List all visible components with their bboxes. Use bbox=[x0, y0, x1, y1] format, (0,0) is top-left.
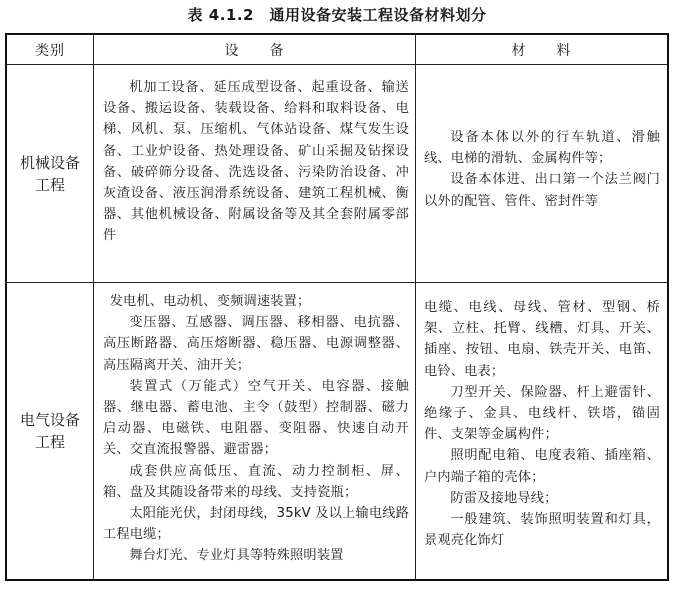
category-label-line1: 电气设备 bbox=[19, 411, 80, 429]
material-paragraph: 设备本体进、出口第一个法兰阀门以外的配管、管件、密封件等 bbox=[424, 172, 660, 209]
category-mechanical bbox=[7, 65, 93, 282]
equipment-paragraph: 舞台灯光、专业灯具等特殊照明装置 bbox=[129, 548, 344, 564]
material-paragraph: 设备本体以外的行车轨道、滑触线、电梯的滑轨、金属构件等； bbox=[424, 130, 660, 167]
equipment-paragraph: 变压器、互感器、调压器、移相器、电抗器、高压断路器、高压熔断器、稳压器、电源调整器、高压隔离开关、油开关； bbox=[103, 315, 409, 373]
equipment-mechanical bbox=[103, 77, 409, 247]
material-electrical bbox=[424, 297, 660, 551]
category-label-line2: 工程 bbox=[34, 175, 65, 194]
equipment-paragraph: 发电机、电动机、变频调速装置； bbox=[109, 294, 311, 309]
material-mechanical bbox=[424, 127, 660, 212]
row-divider bbox=[7, 282, 667, 283]
material-paragraph: 照明配电箱、电度表箱、插座箱、户内端子箱的壳体； bbox=[424, 448, 660, 485]
equipment-paragraph: 太阳能光伏，封闭母线，35kV 及以上输电线路工程电缆； bbox=[103, 506, 409, 543]
material-paragraph: 一般建筑、装饰照明装置和灯具，景观亮化饰灯 bbox=[424, 512, 660, 549]
equipment-material-table bbox=[5, 33, 669, 581]
equipment-paragraph: 机加工设备、延压成型设备、起重设备、输送设备、搬运设备、装载设备、给料和取料设备、电梯、风机、泵、压缩机、气体站设备、煤气发生设备、工业炉设备、热处理设备、矿山采掘及钻探设备、破碎筛分设备、洗选设备、污染防治设备、冲灰渣设备、液压润滑系统设备、建筑工程机械、衡器、其他机械设备、附属设备等及其全套附属零部件 bbox=[103, 80, 409, 244]
category-label-line1: 机械设备 bbox=[19, 153, 80, 172]
category-electrical bbox=[7, 283, 93, 579]
header-category: 类别 bbox=[35, 42, 65, 59]
header-equipment: 设 备 bbox=[224, 42, 285, 59]
column-divider-2 bbox=[415, 35, 416, 579]
equipment-electrical bbox=[103, 291, 409, 567]
column-divider-1 bbox=[93, 35, 94, 579]
material-paragraph: 刀型开关、保险器、杆上避雷针、绝缘子、金具、电线杆、铁塔，锚固件、支架等金属构件； bbox=[424, 384, 660, 443]
equipment-paragraph: 成套供应高低压、直流、动力控制柜、屏、箱、盘及其随设备带来的母线、支持瓷瓶； bbox=[103, 463, 409, 500]
material-paragraph: 电缆、电线、母线、管材、型钢、桥架、立柱、托臂、线槽、灯具、开关、插座、按钮、电扇、铁壳开关、电笛、电铃、电表； bbox=[424, 300, 660, 379]
header-material: 材 料 bbox=[511, 42, 572, 59]
equipment-paragraph: 装置式（万能式）空气开关、电容器、接触器、继电器、蓄电池、主令（鼓型）控制器、磁力启动器、电磁铁、电阻器、变阻器、快速自动开关、交直流报警器、避雷器； bbox=[103, 378, 409, 458]
table-caption: 表 4.1.2 通用设备安装工程设备材料划分 bbox=[187, 6, 487, 24]
material-paragraph: 防雷及接地导线； bbox=[450, 490, 558, 506]
header-divider bbox=[7, 64, 667, 65]
category-label-line2: 工程 bbox=[34, 433, 65, 451]
